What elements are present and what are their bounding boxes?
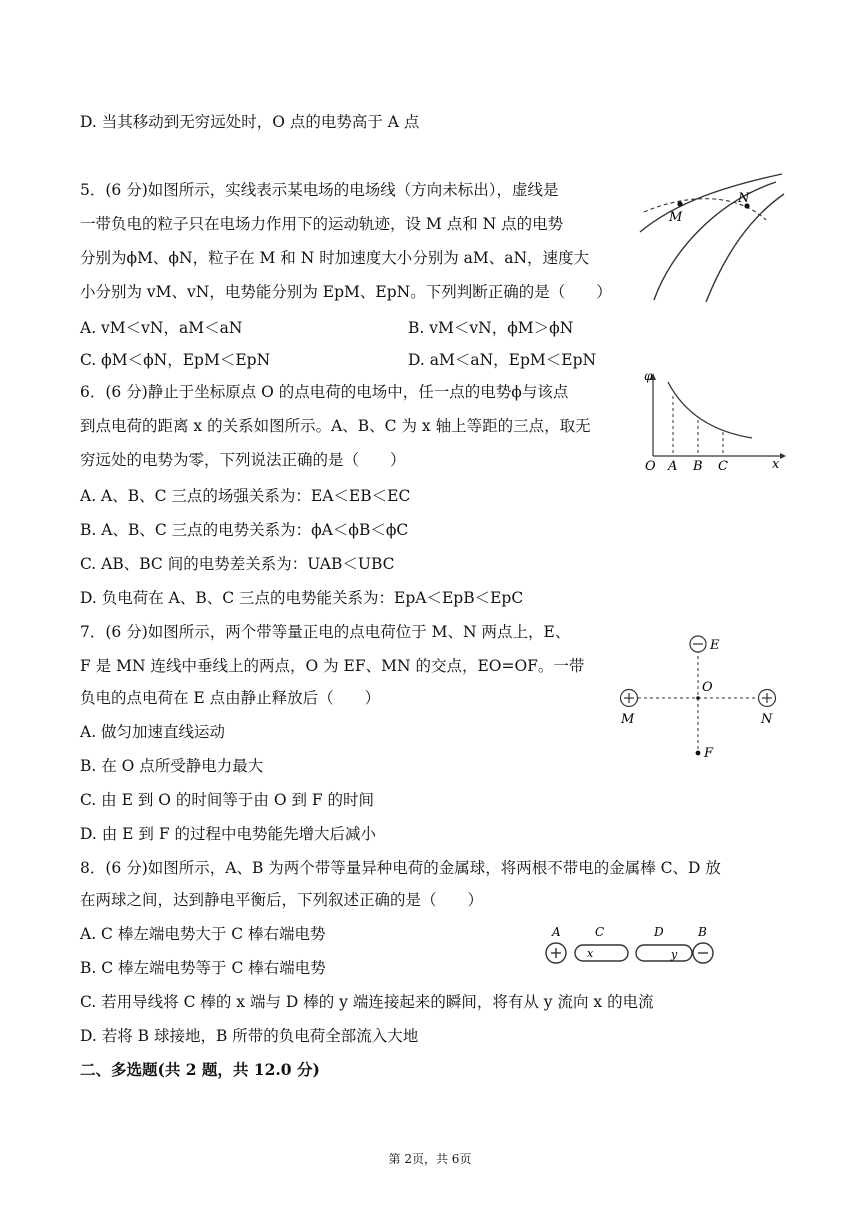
- q6-option-d: D. 负电荷在 A、B、C 三点的电势能关系为：EpA＜EpB＜EpC: [80, 589, 524, 607]
- q8-label-a: A: [552, 925, 561, 939]
- q5-label-m: M: [669, 210, 683, 225]
- q5-stem-line3: 分别为ϕM、ϕN，粒子在 M 和 N 时加速度大小分别为 aM、aN，速度大: [80, 249, 590, 267]
- q6-option-b: B. A、B、C 三点的电势关系为：ϕA＜ϕB＜ϕC: [80, 521, 409, 539]
- q6-stem-line1: 6．(6 分)静止于坐标原点 O 的点电荷的电场中，任一点的电势ϕ与该点: [80, 383, 569, 401]
- q5-stem-line1: 5．(6 分)如图所示，实线表示某电场的电场线（方向未标出），虚线是: [80, 181, 559, 199]
- q6-option-a: A. A、B、C 三点的场强关系为：EA＜EB＜EC: [80, 487, 411, 505]
- q5-option-c: C. ϕM＜ϕN，EpM＜EpN: [80, 351, 271, 369]
- q6-label-phi: φ: [644, 370, 653, 383]
- q6-label-a: A: [668, 459, 678, 474]
- q7-label-f: F: [704, 746, 714, 761]
- q6-potential-graph: [640, 370, 790, 478]
- q7-stem-line1: 7．(6 分)如图所示，两个带等量正电的点电荷位于 M、N 两点上，E、: [80, 623, 571, 641]
- q5-stem-line4: 小分别为 vM、vN，电势能分别为 EpM、EpN。下列判断正确的是（ ）: [80, 283, 612, 301]
- q8-label-b: B: [698, 925, 707, 939]
- q5-option-d: D. aM＜aN，EpM＜EpN: [408, 351, 597, 369]
- q4-option-d: D. 当其移动到无穷远处时，O 点的电势高于 A 点: [80, 113, 420, 131]
- page-footer: 第 2页，共 6页: [388, 1152, 472, 1166]
- q7-label-n: N: [761, 712, 773, 727]
- q7-option-a: A. 做匀加速直线运动: [80, 723, 226, 741]
- q8-label-d: D: [654, 925, 664, 939]
- q7-charges-figure: [612, 622, 792, 778]
- section-heading-multi-choice: 二、多选题(共 2 题，共 12.0 分): [80, 1060, 320, 1079]
- q8-spheres-rods-figure: [540, 920, 720, 976]
- q6-label-o: O: [645, 459, 656, 474]
- q8-label-y: y: [671, 948, 678, 961]
- q8-label-c: C: [595, 925, 605, 939]
- q7-option-b: B. 在 O 点所受静电力最大: [80, 757, 264, 775]
- q8-stem-line2: 在两球之间，达到静电平衡后，下列叙述正确的是（ ）: [80, 891, 484, 909]
- q7-label-m: M: [621, 712, 635, 727]
- q8-stem-line1: 8．(6 分)如图所示，A、B 为两个带等量异种电荷的金属球，将两根不带电的金属棒 C、D 放: [80, 859, 721, 877]
- q7-option-d: D. 由 E 到 F 的过程中电势能先增大后减小: [80, 825, 377, 843]
- q7-option-c: C. 由 E 到 O 的时间等于由 O 到 F 的时间: [80, 791, 375, 809]
- q5-stem-line2: 一带负电的粒子只在电场力作用下的运动轨迹，设 M 点和 N 点的电势: [80, 215, 564, 233]
- q6-stem-line2: 到点电荷的距离 x 的关系如图所示。A、B、C 为 x 轴上等距的三点，取无: [80, 417, 591, 435]
- q8-option-b: B. C 棒左端电势等于 C 棒右端电势: [80, 959, 326, 977]
- q5-option-b: B. vM＜vN，ϕM＞ϕN: [408, 319, 574, 337]
- q7-stem-line2: F 是 MN 连线中垂线上的两点，O 为 EF、MN 的交点，EO=OF。一带: [80, 657, 585, 675]
- q8-option-c: C. 若用导线将 C 棒的 x 端与 D 棒的 y 端连接起来的瞬间，将有从 y 流向 x 的电流: [80, 993, 654, 1011]
- q5-field-line-figure: [636, 172, 786, 304]
- q6-stem-line3: 穷远处的电势为零，下列说法正确的是（ ）: [80, 451, 406, 469]
- q6-label-b: B: [693, 459, 703, 474]
- q8-option-d: D. 若将 B 球接地，B 所带的负电荷全部流入大地: [80, 1027, 419, 1045]
- q5-option-a: A. vM＜vN，aM＜aN: [80, 319, 243, 337]
- q8-option-a: A. C 棒左端电势大于 C 棒右端电势: [80, 925, 326, 943]
- q6-option-c: C. AB、BC 间的电势差关系为：UAB＜UBC: [80, 555, 395, 573]
- q6-label-x: x: [772, 457, 780, 472]
- q5-label-n: N: [738, 191, 750, 206]
- q8-label-x: x: [587, 947, 594, 960]
- q7-stem-line3: 负电的点电荷在 E 点由静止释放后（ ）: [80, 689, 381, 707]
- q6-label-c: C: [718, 459, 728, 474]
- q7-label-o: O: [702, 680, 713, 695]
- q7-label-e: E: [710, 638, 720, 653]
